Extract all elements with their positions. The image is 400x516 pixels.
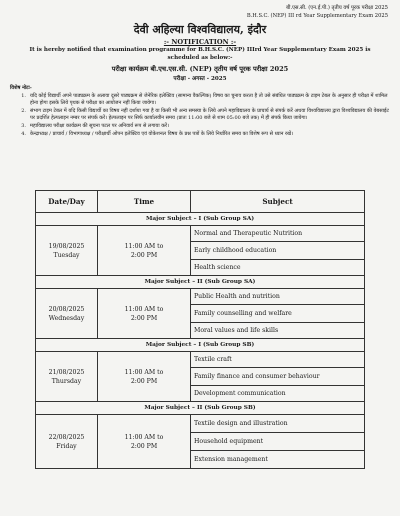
date-cell [36,289,98,339]
exam-month: परीक्षा - अगस्त - 2025 [173,76,227,82]
note-item [10,123,390,131]
subject-item: Moral values and life skills [194,327,279,334]
university-name: देवी अहिल्या विश्वविद्यालय, इंदौर [133,23,267,36]
subject-item: Extension management [194,456,268,463]
group-row [36,339,365,352]
note-number: 2. [21,107,26,114]
exam-day: Wednesday [48,314,85,322]
subject-item: Family finance and consumer behaviour [191,368,364,386]
time-cell [98,226,191,276]
time-from: 11:00 AM to [124,433,164,441]
header-line-english: B.H.S.C. (NEP) III rd Year Supplementary Exam 2025 [246,13,388,19]
subject-item: Health science [194,264,241,271]
group-title: Major Subject – I (Sub Group SA) [36,213,365,226]
note-number: 3. [21,122,26,129]
exam-day: Thursday [51,377,82,385]
time-cell [98,289,191,339]
time-from: 11:00 AM to [124,242,164,250]
note-text: यदि कोई विद्यार्थी अपने पाठ्यक्रम के अलावा दूसरे पाठ्यक्रम से जेनेरिक इलेक्टिव (सामान्य वैकल्पिक) विषय का चुनाव करता है तो उसे संबंधित पाठ्यक्रम के टाइम टेबल के अनुसार ही परीक्षा में शामिल होना होगा इसके लिये पृथक से परीक्षा का आयोजन नहीं किया जायेगा। [30,92,388,107]
exam-day: Friday [56,442,77,450]
table-row [36,289,365,339]
special-notes [10,85,390,138]
notification-text: It is hereby notified that examination programme for B.H.S.C. (NEP) IIIrd Year Supplementary Exam 2025 is scheduled as below:- [29,47,371,61]
subject-item: Textile design and illustration [191,415,364,433]
note-text: संभाग टाइम टेबल में यदि किसी विद्यार्थी का विषय नहीं दर्शाया गया है या किसी भी अन्य समस्या के लिये अपने महाविद्यालय के प्राचार्य से संपर्क करें अथवा विश्वविद्यालय द्वारा विश्वविद्यालय की वेबसाईट पर प्रदर्शित हेल्पलाइन नम्बर पर संपर्क करें। हेल्पलाइन पर सिर्फ कार्यालयीन समय (प्रातः 11:00 बजे से शाम 05:00 बजे तक) में ही संपर्क किया जायेगा। [30,107,389,122]
exam-title: परीक्षा कार्यक्रम बी.एच.एस.सी. (NEP) तृतीय वर्ष पूरक परीक्षा 2025 [111,65,289,73]
note-text: केन्द्राध्यक्ष / प्राचार्य / विभागाध्यक्ष / परीक्षार्थी ओपन इलेक्टिव एवं वोकेशनल विषय के प्रश्न पत्रों के लिये निर्धारित समय का विशेष रूप से ध्यान रखें। [30,130,294,137]
document-header [247,4,388,20]
date-cell [36,415,98,469]
group-title: Major Subject – I (Sub Group SB) [36,339,365,352]
group-title: Major Subject – II (Sub Group SB) [36,402,365,415]
subject-item: Early childhood education [191,242,364,260]
subject-item: Public Health and nutrition [191,289,364,305]
group-row [36,276,365,289]
date-cell [36,352,98,402]
time-to: 2:00 PM [130,377,158,385]
exam-schedule-table [35,190,365,469]
time-cell [98,352,191,402]
subject-item: Development communication [194,390,286,397]
table-row [36,226,365,276]
header-line-hindi: बी.एस.सी. (एन.ई.पी.) तृतीय वर्ष पूरक परीक्षा 2025 [286,5,388,11]
subject-cell [191,352,365,402]
subject-cell [191,226,365,276]
time-to: 2:00 PM [130,442,158,450]
notes-heading: विशेष नोटः- [10,85,32,91]
exam-date: 20/08/2025 [48,305,85,313]
subject-item: Family counselling and welfare [191,305,364,323]
subject-cell [191,415,365,469]
subject-column-header: Subject [191,191,365,213]
time-to: 2:00 PM [130,251,158,259]
time-from: 11:00 AM to [124,368,164,376]
notification-title: :- NOTIFICATION :- [163,38,237,46]
exam-date: 19/08/2025 [48,242,85,250]
note-number: 4. [21,130,26,137]
note-item [10,131,390,139]
exam-date: 22/08/2025 [48,433,85,441]
group-row [36,402,365,415]
subject-item: Normal and Therapeutic Nutrition [191,226,364,242]
subject-cell [191,289,365,339]
table-row [36,415,365,469]
note-text: महाविद्यालय परीक्षा कार्यक्रम की सूचना पटल पर अनिवार्य रूप से लगाया करें। [30,122,170,129]
note-number: 1. [21,92,26,99]
time-cell [98,415,191,469]
time-from: 11:00 AM to [124,305,164,313]
time-to: 2:00 PM [130,314,158,322]
table-row [36,352,365,402]
group-row [36,213,365,226]
table-header-row [36,191,365,213]
group-title: Major Subject – II (Sub Group SA) [36,276,365,289]
time-column-header: Time [98,191,191,213]
exam-day: Tuesday [53,251,80,259]
note-item [10,108,390,123]
date-column-header: Date/Day [36,191,98,213]
exam-date: 21/08/2025 [48,368,85,376]
subject-item: Textile craft [191,352,364,368]
date-cell [36,226,98,276]
subject-item: Household equipment [191,433,364,451]
note-item [10,93,390,108]
